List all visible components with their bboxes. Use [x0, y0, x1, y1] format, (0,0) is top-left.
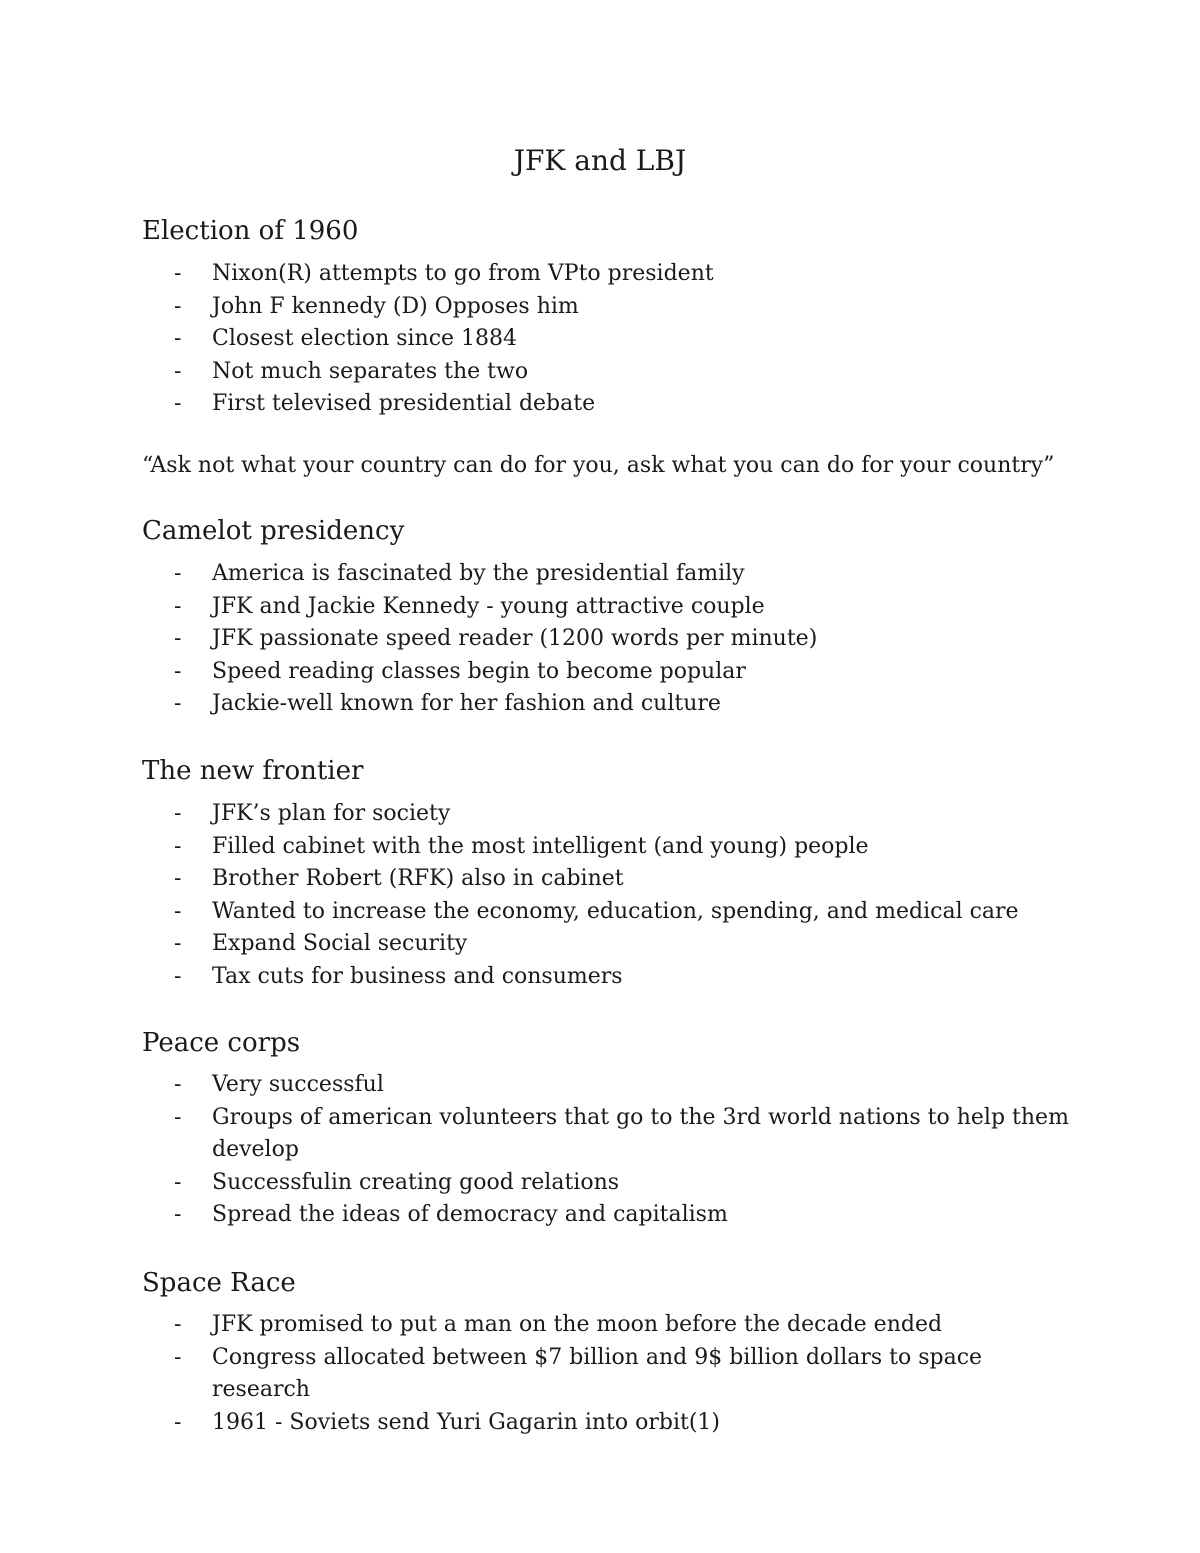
list-item: [142, 1167, 1082, 1200]
list-item-text: Successfulin creating good relations: [212, 1169, 620, 1195]
election-1960-list: [142, 258, 1082, 421]
list-item-text: Brother Robert (RFK) also in cabinet: [212, 866, 624, 892]
list-item: [142, 798, 1082, 831]
bullet-dash: -: [174, 1104, 182, 1130]
space-race-list: [142, 1309, 1082, 1439]
list-item-text: Spread the ideas of democracy and capitalism: [212, 1202, 728, 1228]
list-item-text: Congress allocated between $7 billion and 9$ billion dollars to space research: [212, 1344, 983, 1403]
list-item-text: JFK promised to put a man on the moon before the decade ended: [212, 1312, 943, 1337]
list-item-text: 1961 - Soviets send Yuri Gagarin into orbit(1): [212, 1409, 720, 1435]
list-item: [142, 323, 1082, 356]
list-item: [142, 623, 1082, 656]
bullet-dash: -: [174, 931, 182, 957]
bullet-dash: -: [174, 391, 182, 417]
bullet-dash: -: [174, 358, 182, 384]
bullet-dash: -: [174, 1409, 182, 1435]
list-item: [142, 591, 1082, 624]
bullet-dash: -: [174, 593, 182, 619]
bullet-dash: -: [174, 833, 182, 859]
bullet-dash: -: [174, 898, 182, 924]
bullet-dash: -: [174, 561, 182, 586]
list-item-text: John F kennedy (D) Opposes him: [212, 293, 579, 319]
list-item-text: Expand Social security: [212, 931, 468, 957]
list-item: [142, 1069, 1082, 1102]
list-item: [142, 388, 1082, 421]
peace-corps-list: [142, 1069, 1082, 1232]
list-item: [142, 896, 1082, 929]
list-item: [142, 1199, 1082, 1232]
section-heading-election-1960: Election of 1960: [142, 216, 359, 246]
list-item: [142, 688, 1082, 721]
inaugural-quote: “Ask not what your country can do for you, ask what you can do for your country”: [142, 453, 1055, 478]
list-item: [142, 961, 1082, 994]
bullet-dash: -: [174, 261, 182, 286]
list-item: [142, 258, 1082, 291]
list-item-text: Closest election since 1884: [212, 326, 518, 352]
bullet-dash: -: [174, 866, 182, 892]
section-heading-new-frontier: The new frontier: [142, 756, 364, 786]
bullet-dash: -: [174, 801, 182, 826]
list-item: [142, 1407, 1082, 1440]
list-item-text: Very successful: [212, 1072, 384, 1097]
bullet-dash: -: [174, 626, 182, 652]
new-frontier-list: [142, 798, 1082, 994]
bullet-dash: -: [174, 691, 182, 717]
bullet-dash: -: [174, 1202, 182, 1228]
list-item: [142, 656, 1082, 689]
list-item-text: JFK’s plan for society: [212, 801, 451, 826]
list-item-text: Not much separates the two: [212, 358, 529, 384]
list-item: [142, 291, 1082, 324]
bullet-dash: -: [174, 963, 182, 989]
list-item: [142, 1102, 1082, 1167]
list-item: [142, 831, 1082, 864]
list-item-text: Wanted to increase the economy, education, spending, and medical care: [212, 898, 1019, 924]
bullet-dash: -: [174, 326, 182, 352]
list-item: [142, 928, 1082, 961]
bullet-dash: -: [174, 293, 182, 319]
list-item: [142, 863, 1082, 896]
list-item-text: JFK passionate speed reader (1200 words per minute): [212, 626, 818, 652]
bullet-dash: -: [174, 1344, 182, 1370]
list-item: [142, 1342, 1082, 1407]
section-heading-camelot-presidency: Camelot presidency: [142, 516, 405, 546]
bullet-dash: -: [174, 658, 182, 684]
list-item-text: Tax cuts for business and consumers: [212, 963, 623, 989]
list-item-text: JFK and Jackie Kennedy - young attractive couple: [212, 593, 765, 619]
camelot-presidency-list: [142, 558, 1082, 721]
list-item: [142, 558, 1082, 591]
section-heading-space-race: Space Race: [142, 1268, 296, 1298]
list-item-text: Nixon(R) attempts to go from VPto president: [212, 261, 714, 286]
list-item-text: First televised presidential debate: [212, 391, 596, 417]
bullet-dash: -: [174, 1072, 182, 1097]
list-item-text: America is fascinated by the presidential family: [212, 561, 745, 586]
bullet-dash: -: [174, 1312, 182, 1337]
list-item-text: Groups of american volunteers that go to the 3rd world nations to help them develop: [212, 1104, 1069, 1163]
bullet-dash: -: [174, 1169, 182, 1195]
list-item-text: Speed reading classes begin to become popular: [212, 658, 746, 684]
list-item: [142, 356, 1082, 389]
list-item-text: Filled cabinet with the most intelligent (and young) people: [212, 833, 869, 859]
list-item-text: Jackie-well known for her fashion and culture: [212, 691, 721, 717]
page-title: JFK and LBJ: [513, 144, 687, 177]
section-heading-peace-corps: Peace corps: [142, 1028, 301, 1058]
list-item: [142, 1309, 1082, 1342]
